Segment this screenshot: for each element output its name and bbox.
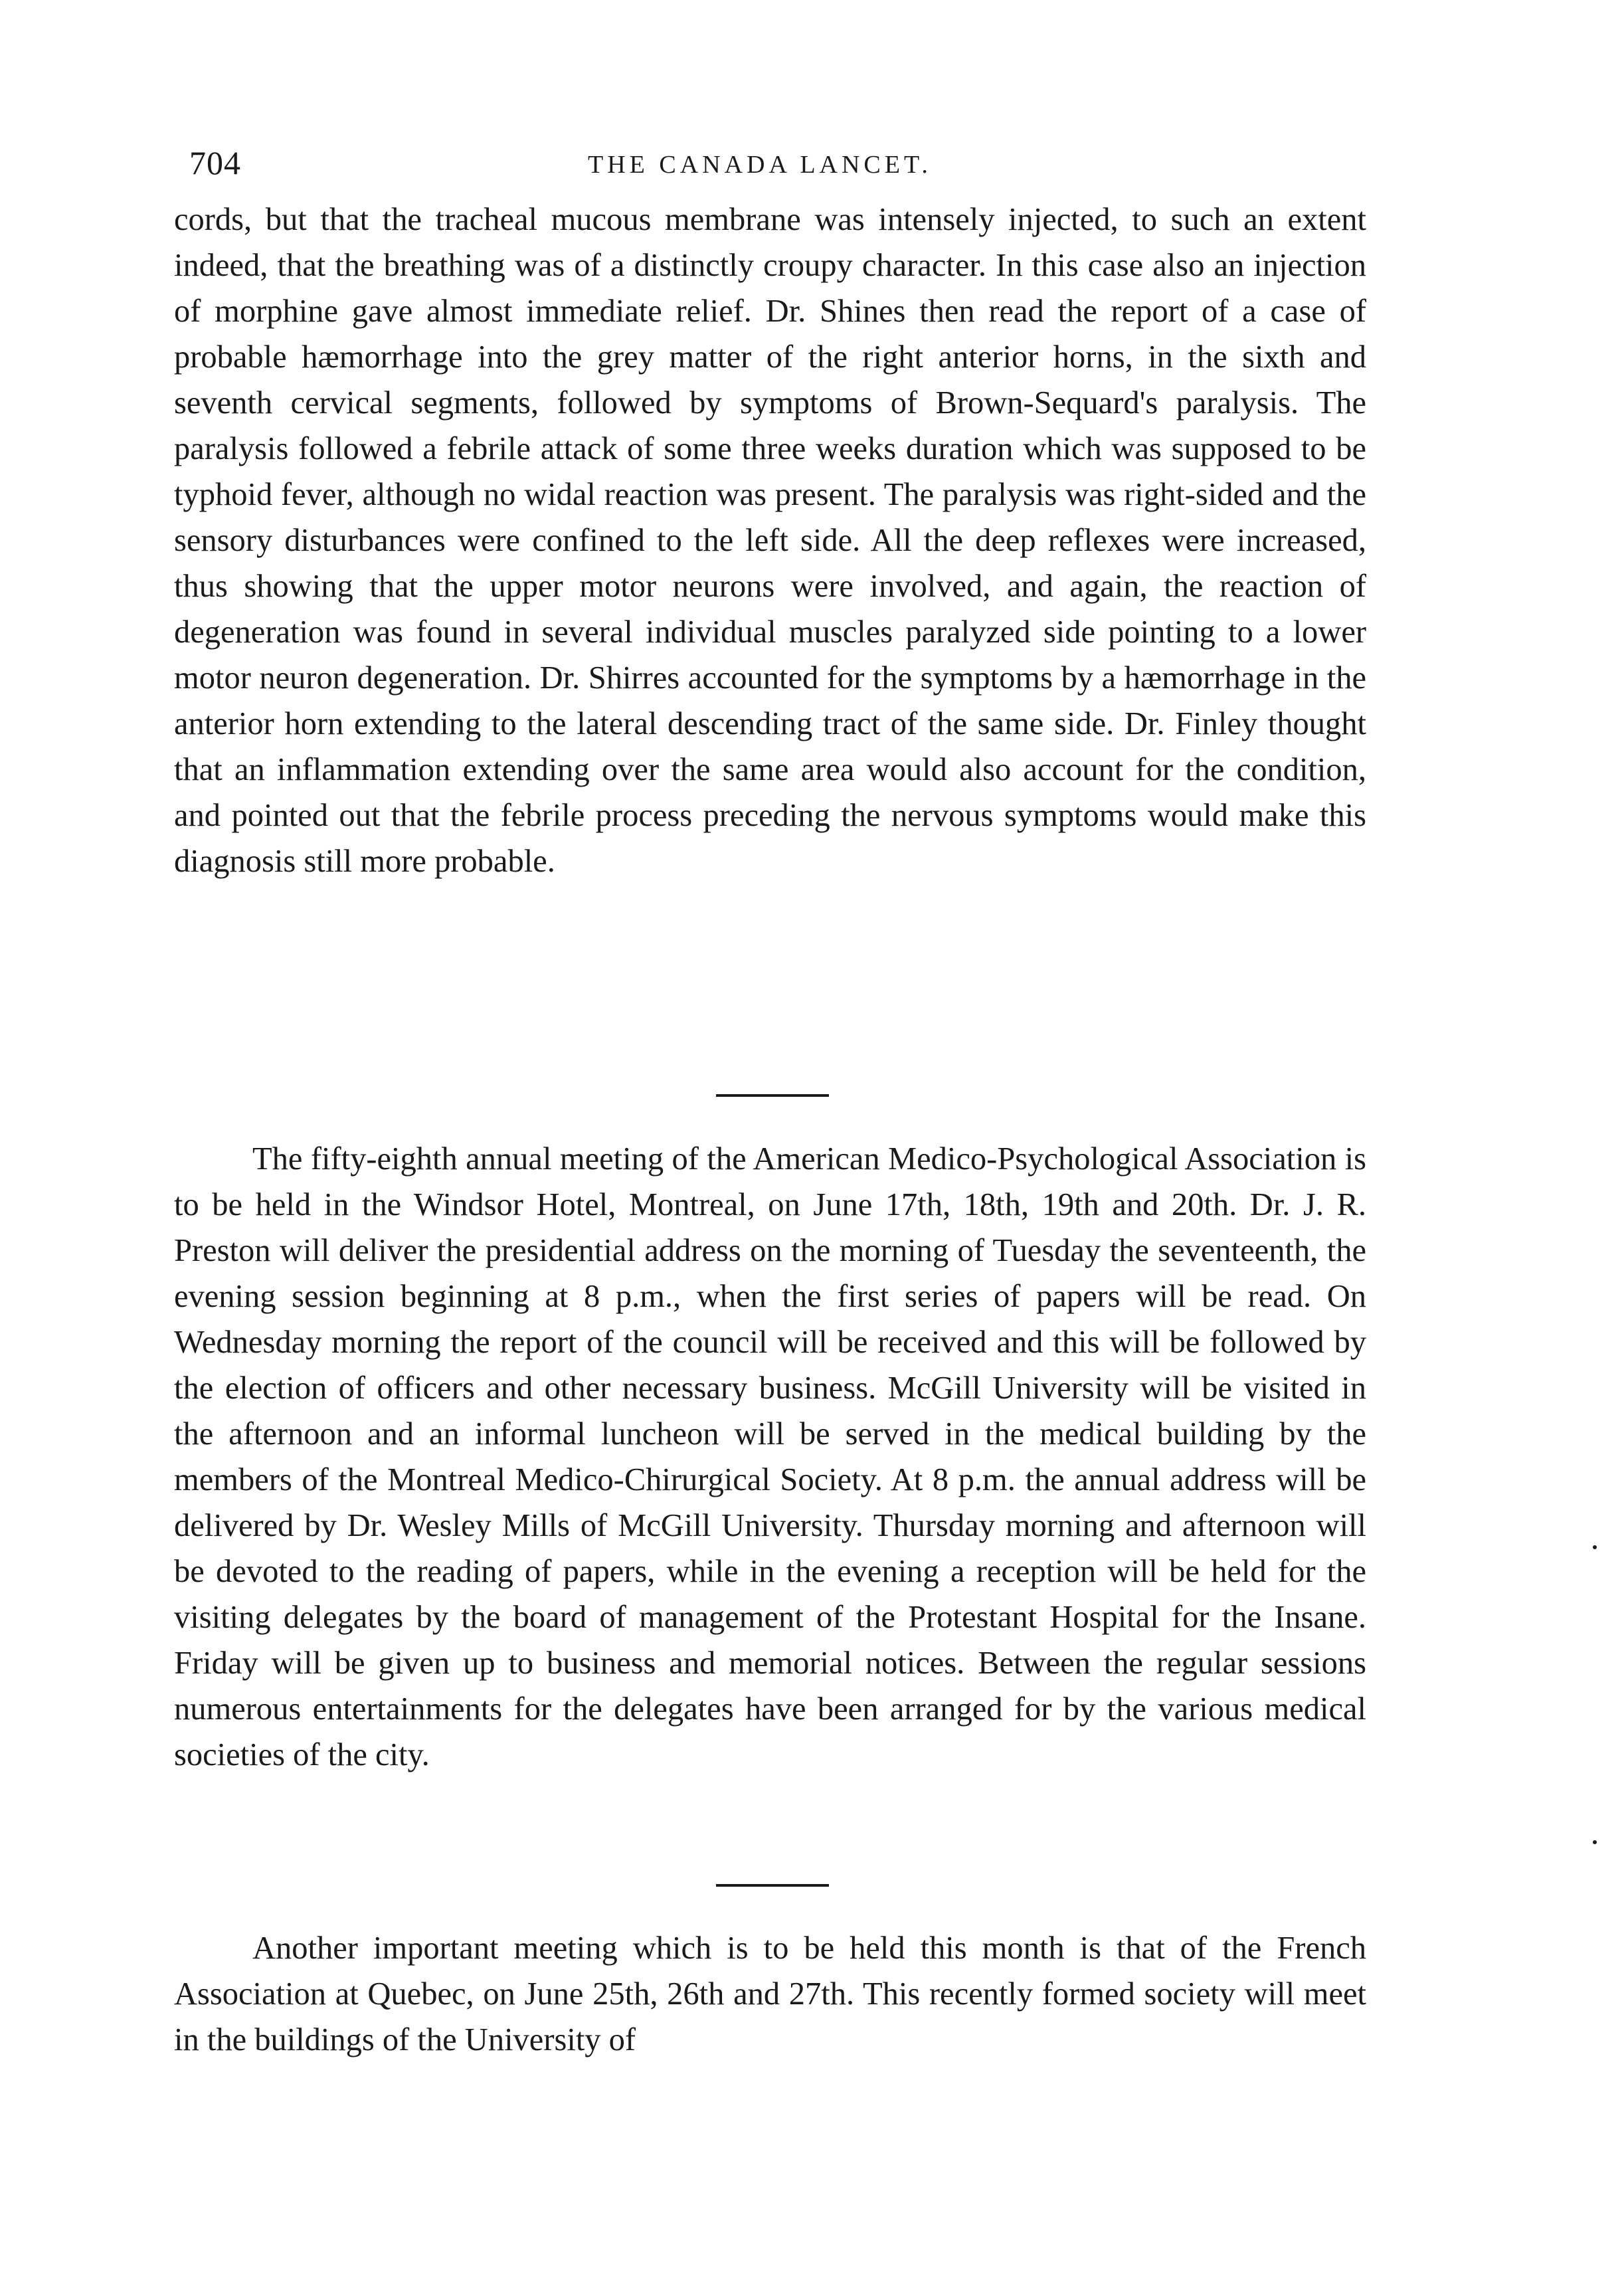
running-head: THE CANADA LANCET. [588, 151, 932, 179]
page-number: 704 [189, 144, 241, 181]
paragraph-psychological-association-meeting: The fifty-eighth annual meeting of the American Medico-Psychological Association is to be held in the Windsor Hotel, Montreal, on June 17th, 18th, 19th and 20th. Dr. J. R. Preston will deliver the presidential address on the morning of Tuesday the seventeenth, the evening session beginning at 8 p.m., when the first series of papers will be read. On Wednesday morning the report of the council will be received and this will be followed by the election of officers and other necessary business. McGill University will be visited in the afternoon and an informal luncheon will be served in the medical building by the members of the Montreal Medico-Chirurgical Society. At 8 p.m. the annual address will be delivered by Dr. Wesley Mills of McGill University. Thursday morning and afternoon will be devoted to the reading of papers, while in the evening a reception will be held for the visiting delegates by the board of management of the Protestant Hospital for the Insane. Friday will be given up to business and memorial notices. Between the regular sessions numerous entertainments for the delegates have been arranged for by the various medical societies of the city. [174, 1141, 1366, 1772]
paragraph-case-report: cords, but that the tracheal mucous membrane was intensely injected, to such an extent indeed, that the breathing was of a distinctly croupy character. In this case also an injection of morphine gave almost immediate relief. Dr. Shines then read the report of a case of probable hæmorrhage into the grey matter of the right anterior horns, in the sixth and seventh cervical segments, followed by symptoms of Brown-Sequard's paralysis. The paralysis followed a febrile attack of some three weeks duration which was supposed to be typhoid fever, although no widal reaction was present. The paralysis was right-sided and the sensory disturbances were confined to the left side. All the deep reflexes were increased, thus showing that the upper motor neurons were involved, and again, the reaction of degeneration was found in several individual muscles paralyzed side pointing to a lower motor neuron degeneration. Dr. Shirres accounted for the symptoms by a hæmorrhage in the anterior horn extending to the lateral descending tract of the same side. Dr. Finley thought that an inflammation extending over the same area would also account for the condition, and pointed out that the febrile process preceding the nervous symptoms would make this diagnosis still more probable. [174, 202, 1366, 879]
print-speck [1593, 1545, 1597, 1549]
section-divider [716, 1884, 829, 1887]
paragraph-french-association-meeting: Another important meeting which is to be held this month is that of the French Association at Quebec, on June 25th, 26th and 27th. This recently formed society will meet in the buildings of the University of [174, 1931, 1366, 2057]
section-divider [716, 1094, 829, 1097]
page-header [189, 143, 1365, 189]
print-speck [1593, 1840, 1597, 1844]
